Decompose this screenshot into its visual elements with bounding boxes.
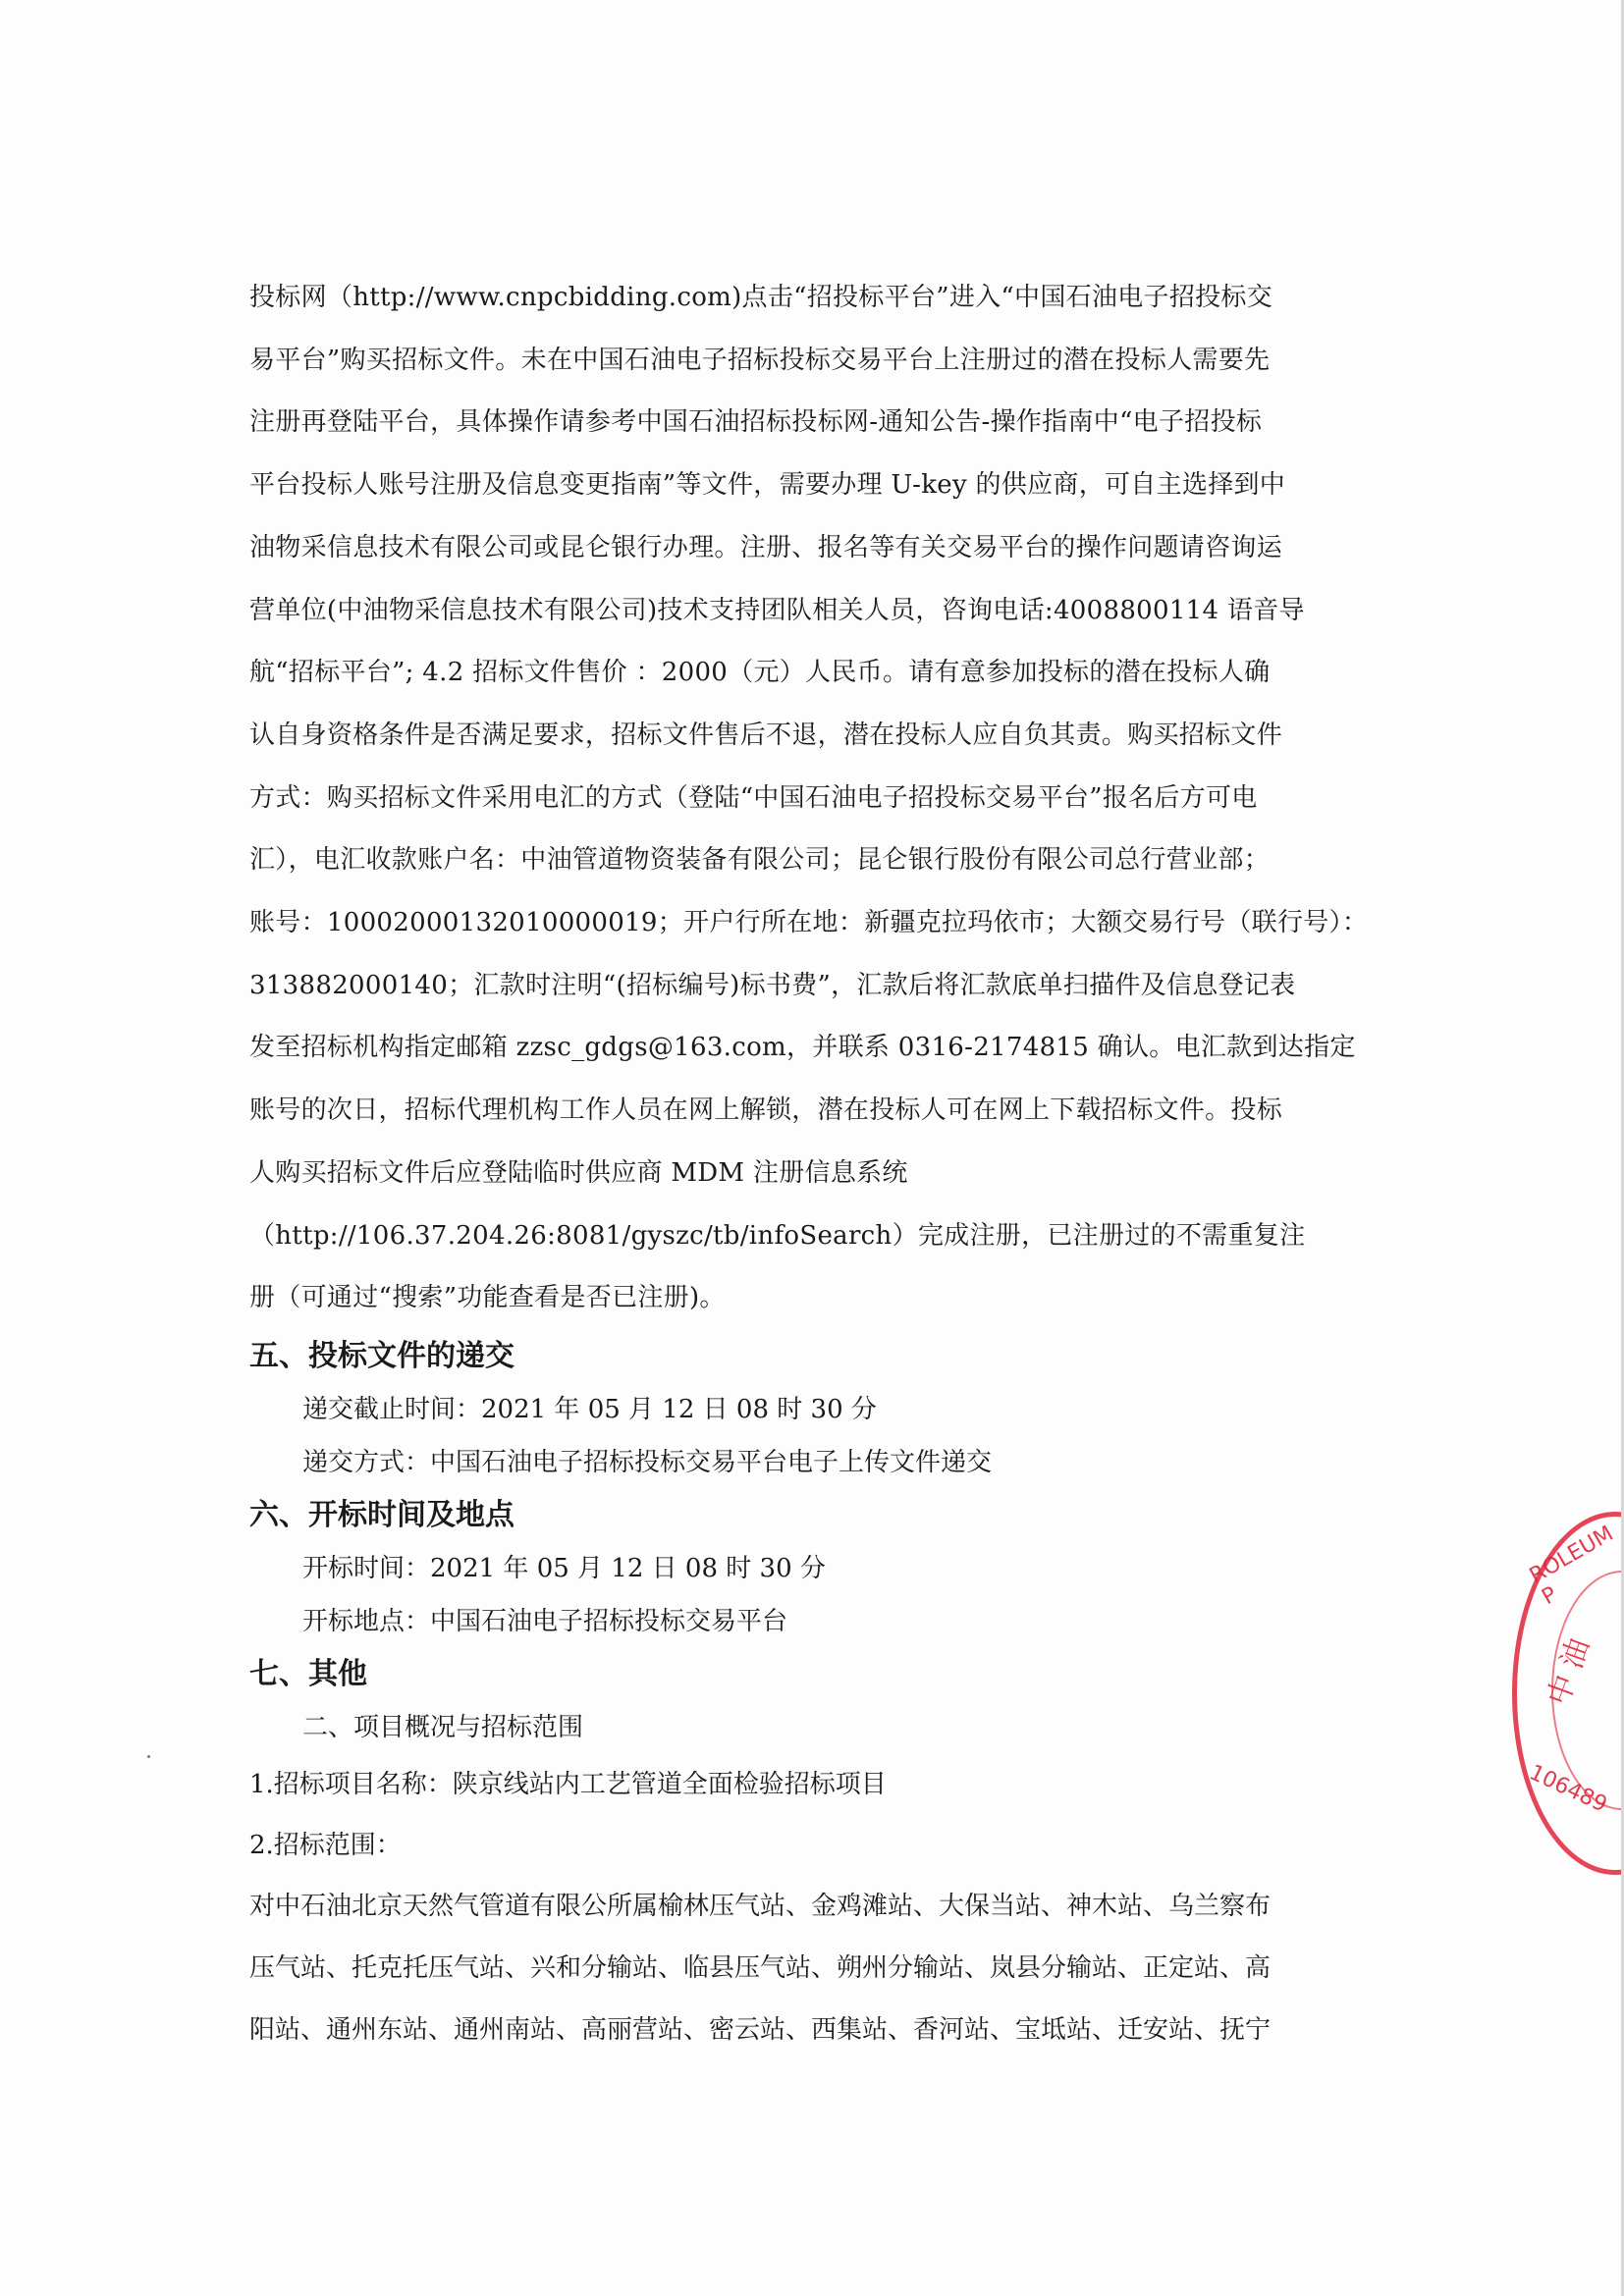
body-line: 航“招标平台”; 4.2 招标文件售价 ：2000（元）人民币。请有意参加投标的潜在投标人确 — [249, 658, 1271, 688]
scan-speck — [147, 1755, 150, 1758]
seal-text-top: ROLEUM P — [1525, 1521, 1618, 1611]
submission-deadline: 递交截止时间：2021 年 05 月 12 日 08 时 30 分 — [302, 1394, 877, 1424]
body-line: 营单位(中油物采信息技术有限公司)技术支持团队相关人员，咨询电话:4008800114 语音导 — [249, 595, 1305, 625]
opening-place: 开标地点：中国石油电子招标投标交易平台 — [302, 1606, 788, 1636]
project-overview-heading: 二、项目概况与招标范围 — [302, 1712, 584, 1742]
body-line: 账号的次日，招标代理机构工作人员在网上解锁，潜在投标人可在网上下载招标文件。投标 — [249, 1095, 1283, 1126]
section-seven-title: 七、其他 — [249, 1656, 367, 1691]
scope-paragraph — [249, 1876, 1339, 2061]
body-line: 313882000140；汇款时注明“(招标编号)标书费”，汇款后将汇款底单扫描件及信息登记表 — [249, 970, 1296, 1000]
section-five-title: 五、投标文件的递交 — [249, 1338, 514, 1373]
scope-line: 对中石油北京天然气管道有限公所属榆林压气站、金鸡滩站、大保当站、神木站、乌兰察布 — [249, 1891, 1272, 1921]
scope-line: 阳站、通州东站、通州南站、高丽营站、密云站、西集站、香河站、宝坻站、迁安站、抚宁 — [249, 2014, 1272, 2045]
body-line: 投标网（http://www.cnpcbidding.com)点击“招投标平台”进入“中国石油电子招投标交 — [249, 283, 1273, 312]
body-line: 平台投标人账号注册及信息变更指南”等文件，需要办理 U-key 的供应商，可自主选择到中 — [249, 470, 1286, 501]
opening-time: 开标时间：2021 年 05 月 12 日 08 时 30 分 — [302, 1553, 826, 1583]
section-six-title: 六、开标时间及地点 — [249, 1497, 514, 1532]
body-line: 注册再登陆平台，具体操作请参考中国石油招标投标网-通知公告-操作指南中“电子招投标 — [249, 407, 1263, 438]
body-line: 人购买招标文件后应登陆临时供应商 MDM 注册信息系统 — [249, 1157, 908, 1188]
document-content — [249, 267, 1369, 2061]
body-line: 汇），电汇收款账户名：中油管道物资装备有限公司；昆仑银行股份有限公司总行营业部； — [249, 845, 1271, 876]
scope-line: 压气站、托克托压气站、兴和分输站、临县压气站、朔州分输站、岚县分输站、正定站、高 — [249, 1952, 1272, 1983]
bid-purchase-paragraph — [249, 267, 1369, 1330]
submission-method: 递交方式：中国石油电子招标投标交易平台电子上传文件递交 — [302, 1447, 993, 1477]
body-line: 方式：购买招标文件采用电汇的方式（登陆“中国石油电子招投标交易平台”报名后方可电 — [249, 782, 1258, 813]
seal-text-bottom: 106489 — [1525, 1760, 1611, 1818]
body-line: 账号：10002000132010000019；开户行所在地：新疆克拉玛依市；大额交易行号（联行号）： — [249, 908, 1369, 938]
project-name-item: 1.招标项目名称：陕京线站内工艺管道全面检验招标项目 — [249, 1769, 887, 1799]
body-line: 易平台”购买招标文件。未在中国石油电子招标投标交易平台上注册过的潜在投标人需要先 — [249, 345, 1271, 375]
body-line: （http://106.37.204.26:8081/gyszc/tb/infoSearch）完成注册，已注册过的不需重复注 — [249, 1220, 1306, 1251]
body-line: 油物采信息技术有限公司或昆仑银行办理。注册、报名等有关交易平台的操作问题请咨询运 — [249, 532, 1283, 562]
seal-text-mid: 中 油 — [1541, 1633, 1597, 1710]
bid-scope-item: 2.招标范围： — [249, 1830, 402, 1860]
body-line: 册（可通过“搜索”功能查看是否已注册)。 — [249, 1283, 726, 1313]
body-line: 认自身资格条件是否满足要求，招标文件售后不退，潜在投标人应自负其责。购买招标文件 — [249, 720, 1283, 750]
body-line: 发至招标机构指定邮箱 zzsc_gdgs@163.com，并联系 0316-2174815 确认。电汇款到达指定 — [249, 1033, 1356, 1063]
